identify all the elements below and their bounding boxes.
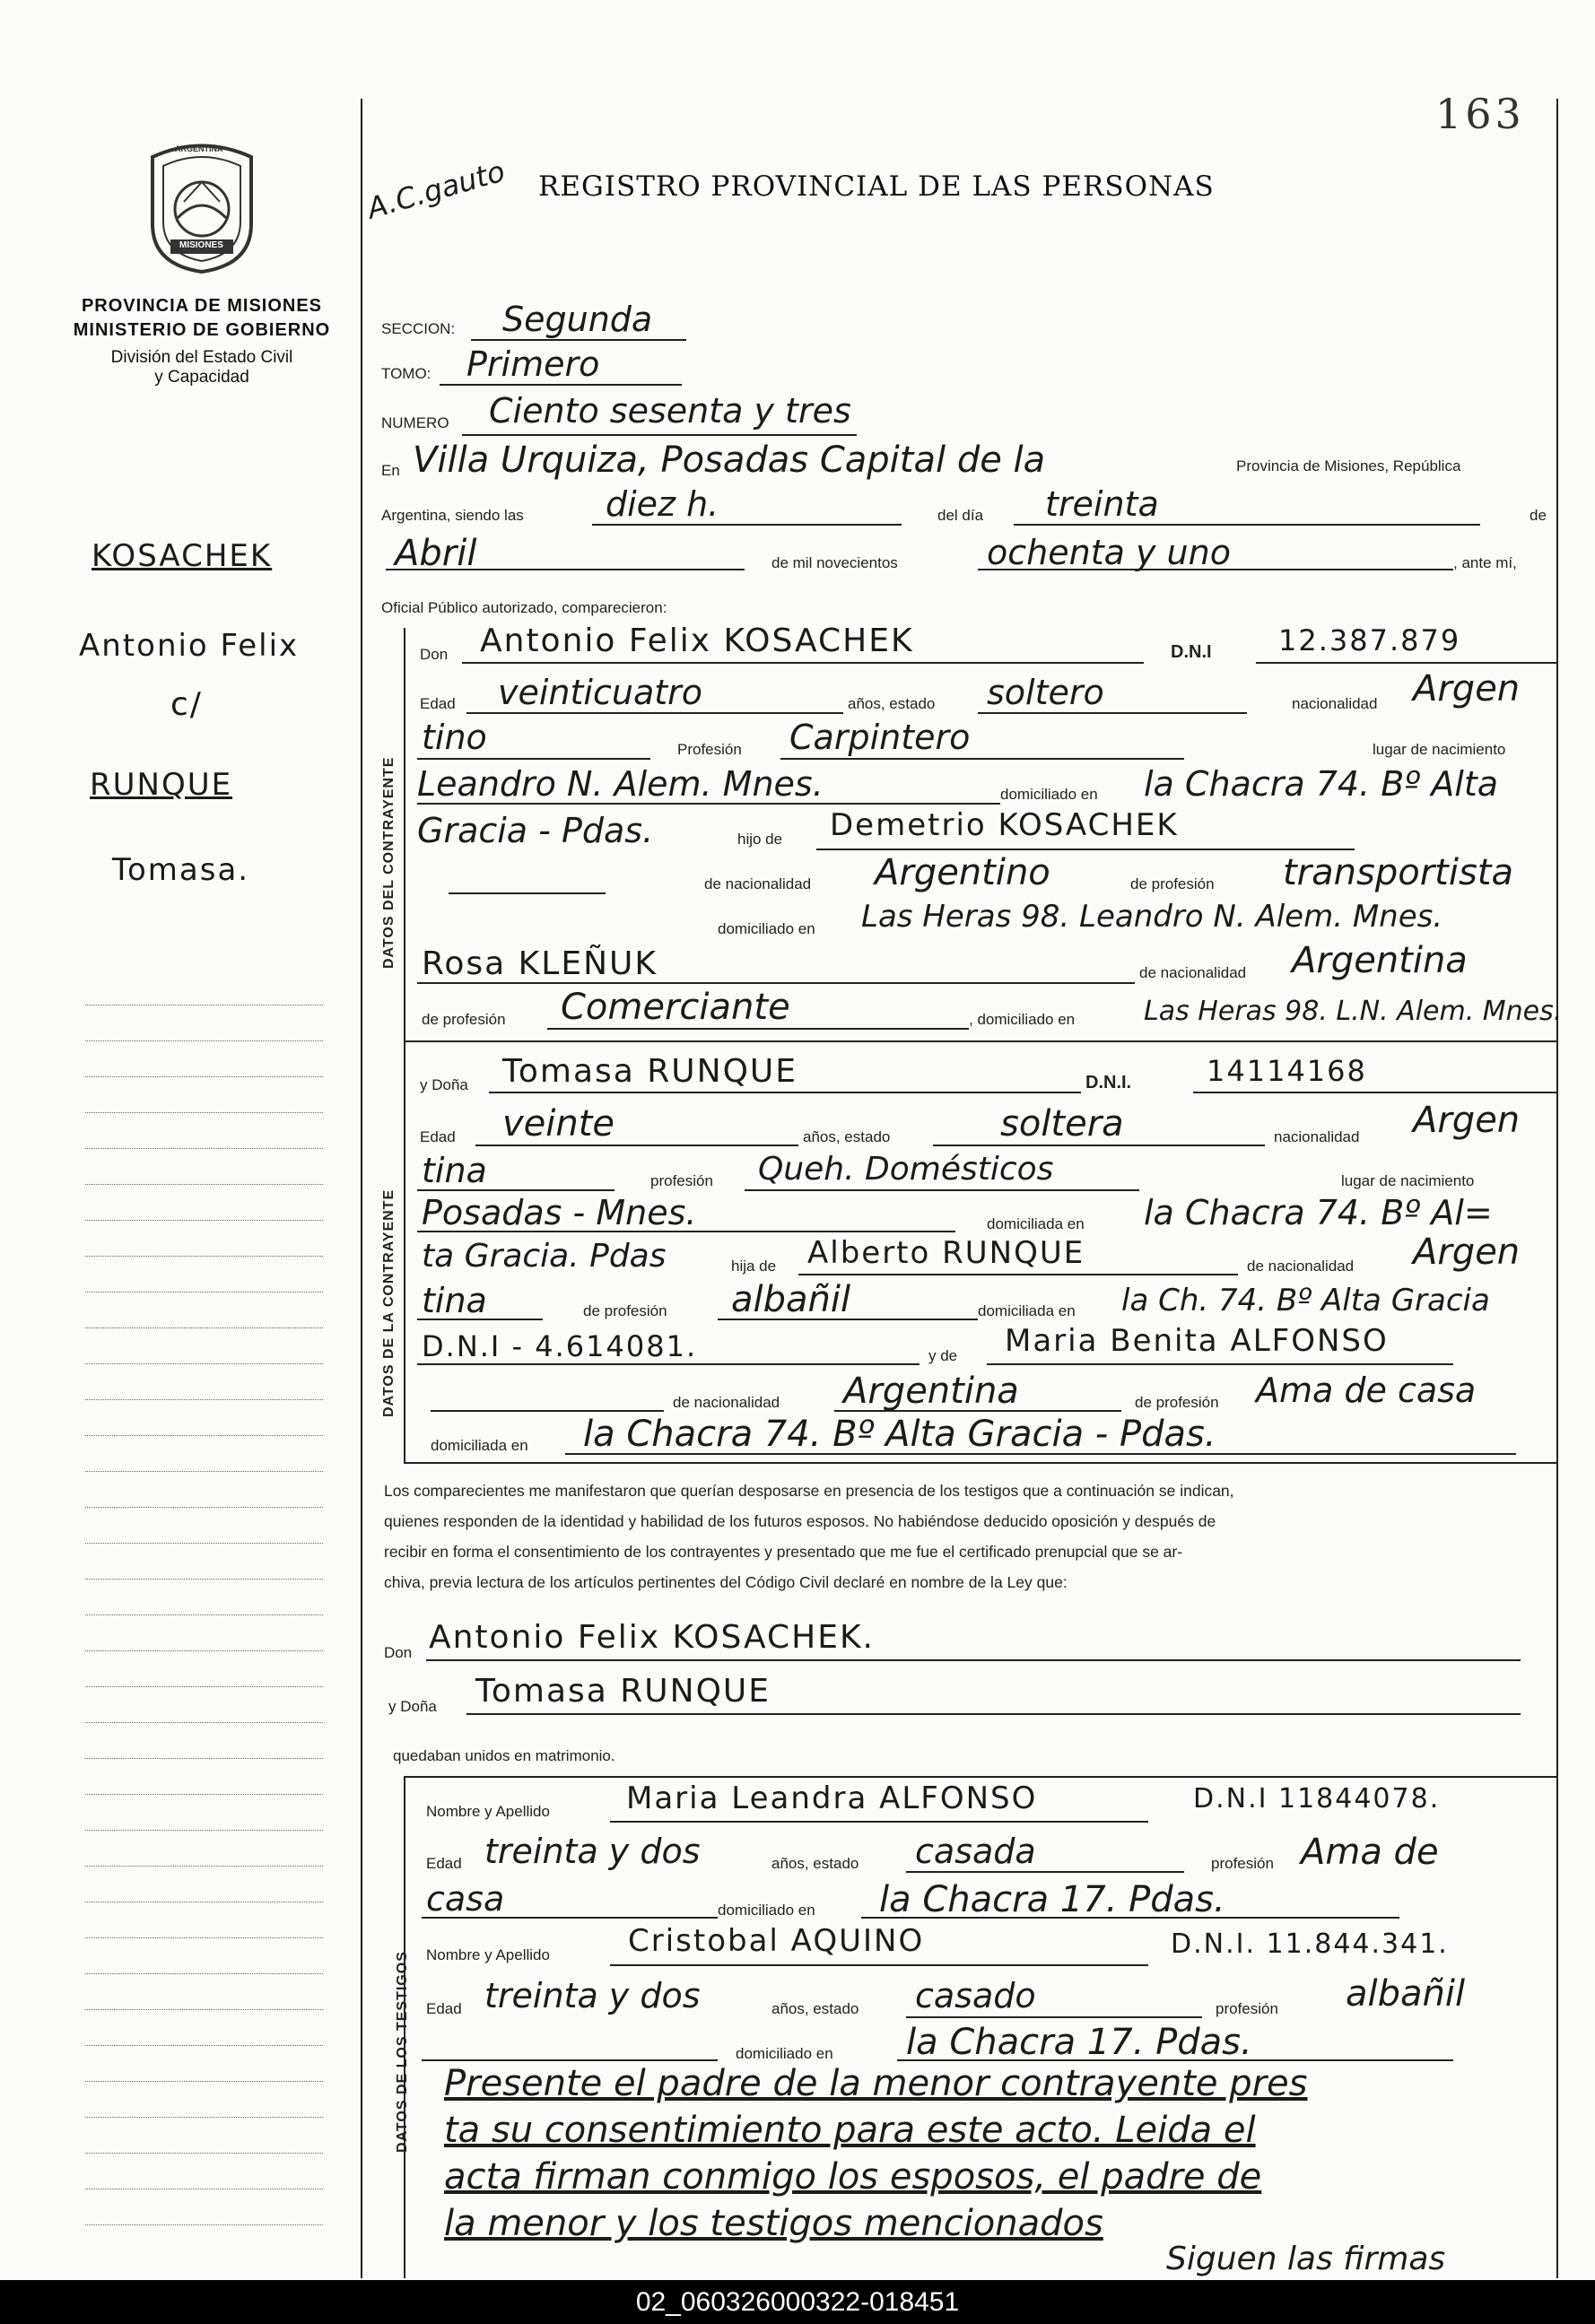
bride-padre-dni: D.N.I - 4.614081. (422, 1329, 698, 1363)
bride-domicilio-1: la Chacra 74. Bº Al= (1144, 1193, 1493, 1232)
w1-nombre-label: Nombre y Apellido (426, 1803, 550, 1820)
w2-dom-line (897, 2059, 1453, 2061)
note-line: Presente el padre de la menor contrayente pres (444, 2063, 1308, 2104)
margin-dotted-line (85, 2009, 323, 2010)
margin-dotted-line (85, 1758, 323, 1759)
groom-madre-dom-label: , domiciliado en (969, 1011, 1076, 1028)
bride-nac-label: nacionalidad (1274, 1128, 1360, 1145)
groom-edad: veinticuatro (498, 673, 702, 712)
margin-note: A.C.gauto (363, 153, 509, 226)
groom-domicilio-label: domiciliado en (1000, 786, 1098, 803)
w1-prof-label: profesión (1211, 1855, 1274, 1872)
margin-dotted-line (85, 1040, 323, 1041)
bride-padre-nac2-line (417, 1319, 543, 1320)
groom-don-label: Don (420, 646, 449, 663)
province-seal-icon (135, 139, 269, 274)
bride-padre: Alberto RUNQUE (807, 1235, 1085, 1271)
w1-nombre-line (610, 1821, 1148, 1823)
margin-dotted-line (85, 2081, 323, 2082)
w2-dom: la Chacra 17. Pdas. (906, 2022, 1252, 2063)
groom-madre-line (417, 982, 1135, 984)
union-bride-line (466, 1713, 1521, 1715)
groom-box-bottom (404, 1040, 1556, 1042)
bride-edad-line (475, 1145, 798, 1146)
statement-line: recibir en forma el consentimiento de los contrayentes y presentado que me fue el certificado prenupcial que se ar- (384, 1543, 1183, 1561)
ante-label: , ante mí, (1453, 554, 1517, 571)
w2-dom-label: domiciliado en (736, 2045, 833, 2062)
margin-dotted-line (85, 1507, 323, 1508)
groom-padre-dom-label: domiciliado en (718, 920, 815, 937)
groom-profesion-line (780, 758, 1184, 760)
bride-madre-nac-label: de nacionalidad (673, 1394, 780, 1411)
groom-padre-dom: Las Heras 98. Leandro N. Alem. Mnes. (861, 899, 1443, 935)
bride-profesion: Queh. Domésticos (758, 1151, 1054, 1188)
groom-box-left (404, 628, 405, 1040)
note-line: ta su consentimiento para este acto. Leida el (444, 2110, 1256, 2151)
bride-padre-dom-label: domiciliada en (978, 1302, 1076, 1319)
bride-anios-label: años, estado (803, 1128, 891, 1145)
seccion-line (471, 339, 686, 341)
bride-madre-dom: la Chacra 74. Bº Alta Gracia - Pdas. (583, 1414, 1216, 1455)
bride-dona-label: y Doña (420, 1076, 468, 1093)
bride-name-line (489, 1092, 1081, 1093)
bride-domicilio-label: domiciliada en (987, 1215, 1085, 1232)
margin-dotted-line (85, 1148, 323, 1149)
statement-line: quienes responden de la identidad y habilidad de los futuros esposos. No habiéndose deducido oposición y después de (384, 1512, 1216, 1530)
groom-domicilio-1: la Chacra 74. Bº Alta (1144, 764, 1499, 804)
office-ministry: MINISTERIO DE GOBIERNO (73, 320, 331, 340)
bride-box-bottom (404, 1462, 1556, 1464)
bride-section-label: DATOS DE LA CONTRAYENTE (381, 1188, 397, 1417)
groom-padre-line (816, 849, 1355, 850)
witness-section-label: DATOS DE LOS TESTIGOS (395, 1951, 410, 2153)
hora-value: diez h. (606, 484, 719, 524)
bride-madre-line (987, 1363, 1453, 1365)
groom-blank-line (449, 892, 606, 894)
margin-dotted-line (85, 1830, 323, 1831)
groom-nac-label: nacionalidad (1292, 695, 1378, 712)
groom-domicilio-2: Gracia - Pdas. (417, 811, 654, 850)
bride-nac-2: tina (422, 1151, 487, 1190)
margin-dotted-line (85, 1184, 323, 1185)
margin-bride-names: Tomasa. (112, 852, 250, 888)
margin-dotted-line (85, 2045, 323, 2046)
seccion-label: SECCION: (381, 320, 456, 337)
oficial-label: Oficial Público autorizado, comparecieron: (381, 599, 667, 616)
groom-name: Antonio Felix KOSACHEK (480, 622, 914, 659)
seccion-value: Segunda (502, 300, 653, 339)
margin-dotted-line (85, 1866, 323, 1867)
statement-line: chiva, previa lectura de los artículos pertinentes del Código Civil declaré en nombre de la Ley que: (384, 1573, 1068, 1591)
groom-estado: soltero (987, 673, 1104, 712)
groom-lugar-nac-label: lugar de nacimiento (1373, 741, 1506, 758)
bride-y-de-label: y de (928, 1347, 958, 1364)
w1-edad-label: Edad (426, 1855, 462, 1872)
en-label: En (381, 462, 400, 479)
witness-box-top (404, 1776, 1556, 1778)
groom-lugar-nac-line (417, 803, 1000, 805)
w2-dni: D.N.I. 11.844.341. (1171, 1928, 1449, 1960)
margin-dotted-line (85, 1327, 323, 1328)
groom-padre-prof: transportista (1283, 852, 1513, 893)
groom-lugar-nac: Leandro N. Alem. Mnes. (417, 764, 824, 804)
margin-dotted-line (85, 1973, 323, 1974)
union-closing: quedaban unidos en matrimonio. (393, 1747, 615, 1764)
mes-value: Abril (395, 533, 477, 574)
dia-line (1014, 524, 1480, 526)
seal-bottom-text: MISIONES (179, 240, 223, 250)
bride-padre-nac-2: tina (422, 1281, 487, 1320)
groom-padre-nac-label: de nacionalidad (704, 875, 812, 892)
footer-bar (0, 2280, 1595, 2324)
bride-padre-prof: albañil (731, 1279, 851, 1320)
w1-dom-line (861, 1917, 1399, 1919)
bride-nac-1: Argen (1413, 1100, 1521, 1141)
note-line: la menor y los testigos mencionados (444, 2203, 1103, 2244)
groom-madre-prof-label: de profesión (422, 1011, 506, 1028)
groom-madre-prof-line (547, 1028, 969, 1030)
margin-dotted-line (85, 1722, 323, 1723)
numero-line (462, 434, 857, 436)
hora-line (592, 524, 902, 526)
margin-dotted-line (85, 2153, 323, 2154)
margin-dotted-line (85, 1112, 323, 1113)
bride-lugar-nac-label: lugar de nacimiento (1341, 1172, 1475, 1189)
anio-label: de mil novecientos (771, 554, 898, 571)
mes-line (386, 569, 745, 570)
margin-dotted-line (85, 1686, 323, 1687)
w1-prof2-line (422, 1917, 718, 1919)
margin-dotted-line (85, 1650, 323, 1651)
groom-padre-nac: Argentino (875, 852, 1050, 893)
w2-estado: casado (915, 1976, 1036, 2015)
right-border (1556, 99, 1558, 2278)
bride-padre-dom: la Ch. 74. Bº Alta Gracia (1121, 1283, 1490, 1319)
groom-madre-dom: Las Heras 98. L.N. Alem. Mnes. (1144, 996, 1563, 1027)
w1-anios-label: años, estado (771, 1855, 859, 1872)
union-bride: Tomasa RUNQUE (475, 1673, 771, 1710)
groom-edad-label: Edad (420, 695, 456, 712)
office-province: PROVINCIA DE MISIONES (81, 296, 323, 316)
groom-nac-2: tino (422, 718, 487, 757)
bride-estado: soltera (1000, 1103, 1124, 1145)
groom-madre: Rosa KLEÑUK (422, 945, 658, 982)
bride-dni-label: D.N.I. (1085, 1073, 1132, 1092)
bride-dni-line (1193, 1092, 1556, 1093)
groom-padre-prof-label: de profesión (1130, 875, 1215, 892)
numero-value: Ciento sesenta y tres (489, 391, 851, 431)
w1-estado: casada (915, 1832, 1036, 1871)
w1-dni: D.N.I 11844078. (1193, 1783, 1441, 1815)
margin-dotted-line (85, 1220, 323, 1221)
w2-prof: albañil (1346, 1973, 1466, 2015)
groom-anios-label: años, estado (848, 695, 936, 712)
bride-box-left (404, 1040, 405, 1462)
groom-padre: Demetrio KOSACHEK (830, 807, 1179, 843)
de-label: de (1530, 507, 1547, 524)
groom-section-label: DATOS DEL CONTRAYENTE (381, 756, 397, 969)
bride-padre-prof-label: de profesión (583, 1302, 667, 1319)
bride-madre: Maria Benita ALFONSO (1005, 1323, 1389, 1359)
bride-madre-dom-line (565, 1453, 1516, 1455)
w2-prof-label: profesión (1216, 2000, 1278, 2017)
margin-dotted-line (85, 2117, 323, 2118)
lugar-value: Villa Urquiza, Posadas Capital de la (413, 440, 1046, 481)
bride-madre-nac-line (834, 1410, 1121, 1412)
groom-madre-nac: Argentina (1292, 940, 1468, 981)
seal-top-text: ARGENTINA (175, 144, 223, 153)
margin-dotted-line (85, 1292, 323, 1293)
page-number: 163 (1435, 90, 1525, 138)
bride-edad-label: Edad (420, 1128, 456, 1145)
margin-dotted-line (85, 1363, 323, 1364)
statement (384, 1475, 1234, 1597)
office-division: División del Estado Civil (110, 348, 293, 367)
w2-nombre: Cristobal AQUINO (628, 1923, 925, 1959)
w1-prof-1: Ama de (1301, 1832, 1439, 1873)
w1-dom: la Chacra 17. Pdas. (879, 1879, 1225, 1920)
union-groom: Antonio Felix KOSACHEK. (429, 1619, 876, 1656)
statement-line: Los comparecientes me manifestaron que querían desposarse en presencia de los testigos que a continuación se indican, (384, 1482, 1234, 1500)
argentina-label: Argentina, siendo las (381, 507, 524, 524)
bride-madre-prof-label: de profesión (1135, 1394, 1219, 1411)
bride-padre-nac-label: de nacionalidad (1247, 1258, 1355, 1275)
w2-edad: treinta y dos (484, 1976, 701, 2015)
groom-dni-label: D.N.I (1171, 642, 1212, 662)
tomo-label: TOMO: (381, 365, 431, 382)
bride-madre-nac: Argentina (843, 1371, 1019, 1412)
w2-anios-label: años, estado (771, 2000, 859, 2017)
groom-dni: 12.387.879 (1278, 623, 1461, 657)
tomo-value: Primero (466, 344, 600, 384)
margin-dotted-line (85, 1435, 323, 1436)
margin-rule (361, 99, 362, 2278)
groom-name-line (462, 662, 1144, 664)
margin-dotted-line (85, 1399, 323, 1400)
bride-madre-prof: Ama de casa (1256, 1371, 1477, 1410)
margin-conj: c/ (170, 686, 203, 723)
groom-nac-1: Argen (1413, 668, 1521, 709)
margin-dotted-line (85, 1937, 323, 1938)
tomo-line (440, 384, 682, 386)
bride-domicilio-2: ta Gracia. Pdas (422, 1238, 667, 1275)
margin-dotted-line (85, 1076, 323, 1077)
margin-groom-surname: KOSACHEK (92, 538, 273, 574)
bride-name: Tomasa RUNQUE (502, 1053, 798, 1090)
provincia-label: Provincia de Misiones, República (1236, 457, 1461, 474)
margin-groom-names: Antonio Felix (79, 628, 300, 664)
anio-line (978, 569, 1453, 570)
document-title: REGISTRO PROVINCIAL DE LAS PERSONAS (538, 170, 1215, 203)
groom-hijo-label: hijo de (737, 831, 783, 848)
office-division-2: y Capacidad (154, 368, 249, 387)
dia-value: treinta (1045, 484, 1159, 524)
dia-label: del día (937, 507, 984, 524)
bride-blank-line (431, 1410, 664, 1412)
bride-nac2-line (417, 1189, 614, 1191)
w2-blank-line (422, 2059, 718, 2061)
bride-padre-line (798, 1274, 1238, 1275)
w1-nombre: Maria Leandra ALFONSO (626, 1780, 1038, 1816)
groom-profesion-label: Profesión (677, 741, 742, 758)
footer-id: 02_060326000322-018451 (635, 2287, 960, 2317)
bride-estado-line (933, 1145, 1265, 1146)
w2-estado-line (906, 2016, 1202, 2018)
margin-dotted-line (85, 1543, 323, 1544)
margin-dotted-line (85, 1256, 323, 1257)
groom-edad-line (466, 712, 843, 714)
bride-hija-label: hija de (731, 1258, 777, 1275)
margin-bride-surname: RUNQUE (90, 767, 233, 803)
w2-nombre-line (610, 1964, 1148, 1966)
note-line: acta firman conmigo los esposos, el padre de (444, 2156, 1262, 2198)
groom-madre-nac-label: de nacionalidad (1139, 964, 1247, 981)
groom-dni-line (1256, 662, 1556, 664)
union-groom-line (426, 1659, 1521, 1661)
w1-estado-line (906, 1871, 1184, 1873)
note-line: Siguen las firmas (1166, 2241, 1446, 2277)
w1-edad: treinta y dos (484, 1832, 701, 1871)
bride-profesion-label: profesión (650, 1172, 713, 1189)
w2-edad-label: Edad (426, 2000, 462, 2017)
groom-madre-prof: Comerciante (561, 987, 790, 1028)
bride-lugar-nac-line (417, 1231, 955, 1232)
bride-padre-prof-line (718, 1319, 978, 1320)
margin-dotted-line (85, 1794, 323, 1795)
bride-edad: veinte (502, 1103, 615, 1145)
union-don-label: Don (384, 1644, 413, 1661)
margin-dotted-line (85, 1471, 323, 1472)
bride-madre-dom-label: domiciliada en (431, 1437, 528, 1454)
groom-nac2-line (417, 758, 650, 760)
w1-prof-2: casa (426, 1879, 505, 1919)
margin-dotted-line (85, 1579, 323, 1580)
numero-label: NUMERO (381, 414, 449, 431)
bride-dni: 14114168 (1207, 1054, 1367, 1088)
groom-estado-line (978, 712, 1247, 714)
w2-nombre-label: Nombre y Apellido (426, 1946, 550, 1963)
union-dona-label: y Doña (388, 1698, 437, 1715)
bride-profesion-line (745, 1189, 1139, 1191)
w1-dom-label: domiciliado en (718, 1902, 815, 1919)
margin-dotted-line (85, 2224, 323, 2225)
groom-profesion: Carpintero (789, 718, 971, 757)
bride-lugar-nac: Posadas - Mnes. (422, 1193, 697, 1232)
anio-value: ochenta y uno (987, 533, 1231, 572)
bride-padre-nac-1: Argen (1413, 1232, 1521, 1273)
bride-padre-dni-line (417, 1363, 920, 1365)
